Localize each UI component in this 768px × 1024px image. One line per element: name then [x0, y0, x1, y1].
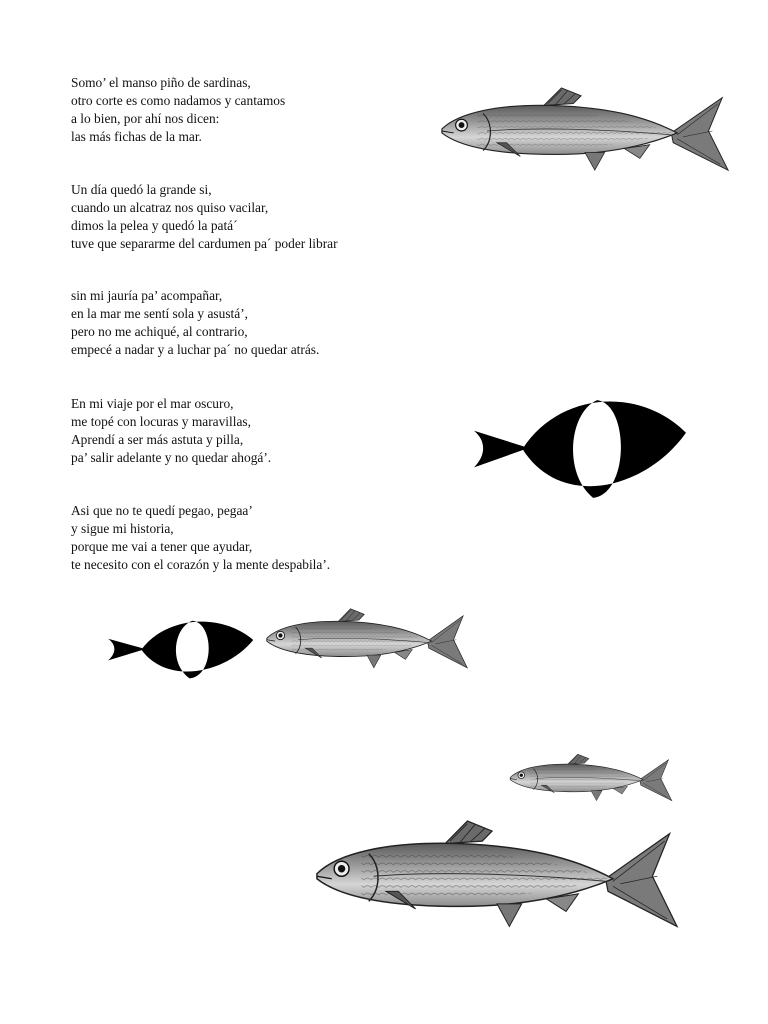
stanza-line: las más fichas de la mar.	[71, 129, 202, 144]
stanza-5	[71, 502, 330, 574]
stanza-line: sin mi jauría pa’ acompañar,	[71, 288, 223, 303]
fish-logo-icon	[468, 392, 690, 504]
stanza-line: cuando un alcatraz nos quiso vacilar,	[71, 200, 269, 215]
stanza-line: En mi viaje por el mar oscuro,	[71, 396, 234, 411]
stanza-line: otro corte es como nadamos y cantamos	[71, 93, 286, 108]
stanza-line: tuve que separarme del cardumen pa´ poder librar	[71, 236, 338, 251]
stanza-line: Aprendí a ser más astuta y pilla,	[71, 432, 244, 447]
stanza-1	[71, 74, 285, 146]
stanza-line: me topé con locuras y maravillas,	[71, 414, 251, 429]
sardine-illustration-icon	[312, 816, 682, 934]
stanza-4	[71, 395, 271, 467]
fish-logo-icon	[104, 616, 256, 682]
sardine-illustration-icon	[508, 752, 674, 804]
stanza-line: a lo bien, por ahí nos dicen:	[71, 111, 220, 126]
sardine-illustration-icon	[438, 84, 732, 176]
stanza-line: te necesito con el corazón y la mente despabila’.	[71, 557, 331, 572]
stanza-line: Asi que no te quedí pegao, pegaa’	[71, 503, 253, 518]
stanza-2	[71, 181, 338, 253]
stanza-line: Somo’ el manso piño de sardinas,	[71, 75, 251, 90]
stanza-line: porque me vai a tener que ayudar,	[71, 539, 253, 554]
sardine-illustration-icon	[264, 606, 470, 672]
stanza-line: Un día quedó la grande si,	[71, 182, 212, 197]
stanza-line: pero no me achiqué, al contrario,	[71, 324, 248, 339]
stanza-line: dimos la pelea y quedó la patá´	[71, 218, 238, 233]
stanza-line: empecé a nadar y a luchar pa´ no quedar atrás.	[71, 342, 320, 357]
stanza-line: en la mar me sentí sola y asustá’,	[71, 306, 249, 321]
stanza-3	[71, 287, 319, 359]
stanza-line: pa’ salir adelante y no quedar ahogá’.	[71, 450, 272, 465]
stanza-line: y sigue mi historia,	[71, 521, 174, 536]
